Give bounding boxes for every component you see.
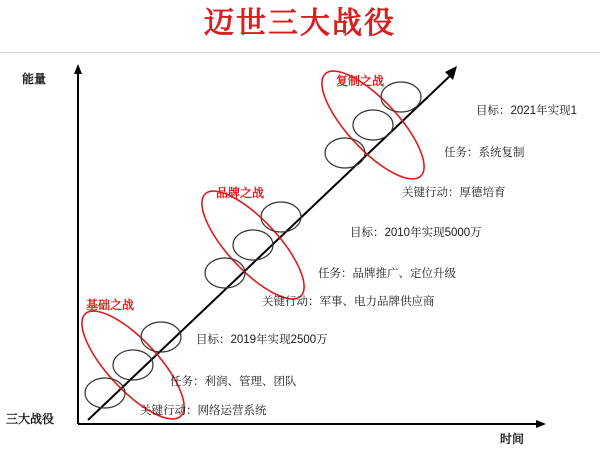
diagram-area: [0, 52, 600, 450]
stage-3-task: 任务：系统复制: [444, 147, 525, 159]
stage-2-action: 关键行动：军事、电力品牌供应商: [262, 296, 435, 308]
stage-1-goal: 目标：2019年实现2500万: [196, 334, 328, 346]
stage-label-1: 基础之战: [86, 298, 135, 312]
x-axis-arrow: [536, 420, 546, 428]
stage-3-goal: 目标：2021年实现1: [476, 105, 577, 117]
stage-2-task: 任务：品牌推广、定位升级: [318, 268, 456, 280]
stage-1-action: 关键行动：网络运营系统: [140, 405, 267, 417]
stage-1-task: 任务：利润、管理、团队: [170, 376, 297, 388]
x-axis-label: 时间: [500, 432, 525, 446]
origin-label: 三大战役: [6, 412, 55, 426]
stage-label-3: 复制之战: [336, 74, 385, 88]
growth-trend-arrow: [88, 74, 452, 420]
page-title: 迈世三大战役: [204, 7, 396, 40]
title-bar: [0, 0, 600, 53]
stage-3-action: 关键行动：厚德培育: [402, 187, 506, 199]
stage-label-2: 品牌之战: [216, 186, 265, 200]
y-axis-arrow: [74, 64, 82, 74]
y-axis-label: 能量: [22, 72, 47, 86]
stage-2-goal: 目标：2010年实现5000万: [350, 227, 482, 239]
